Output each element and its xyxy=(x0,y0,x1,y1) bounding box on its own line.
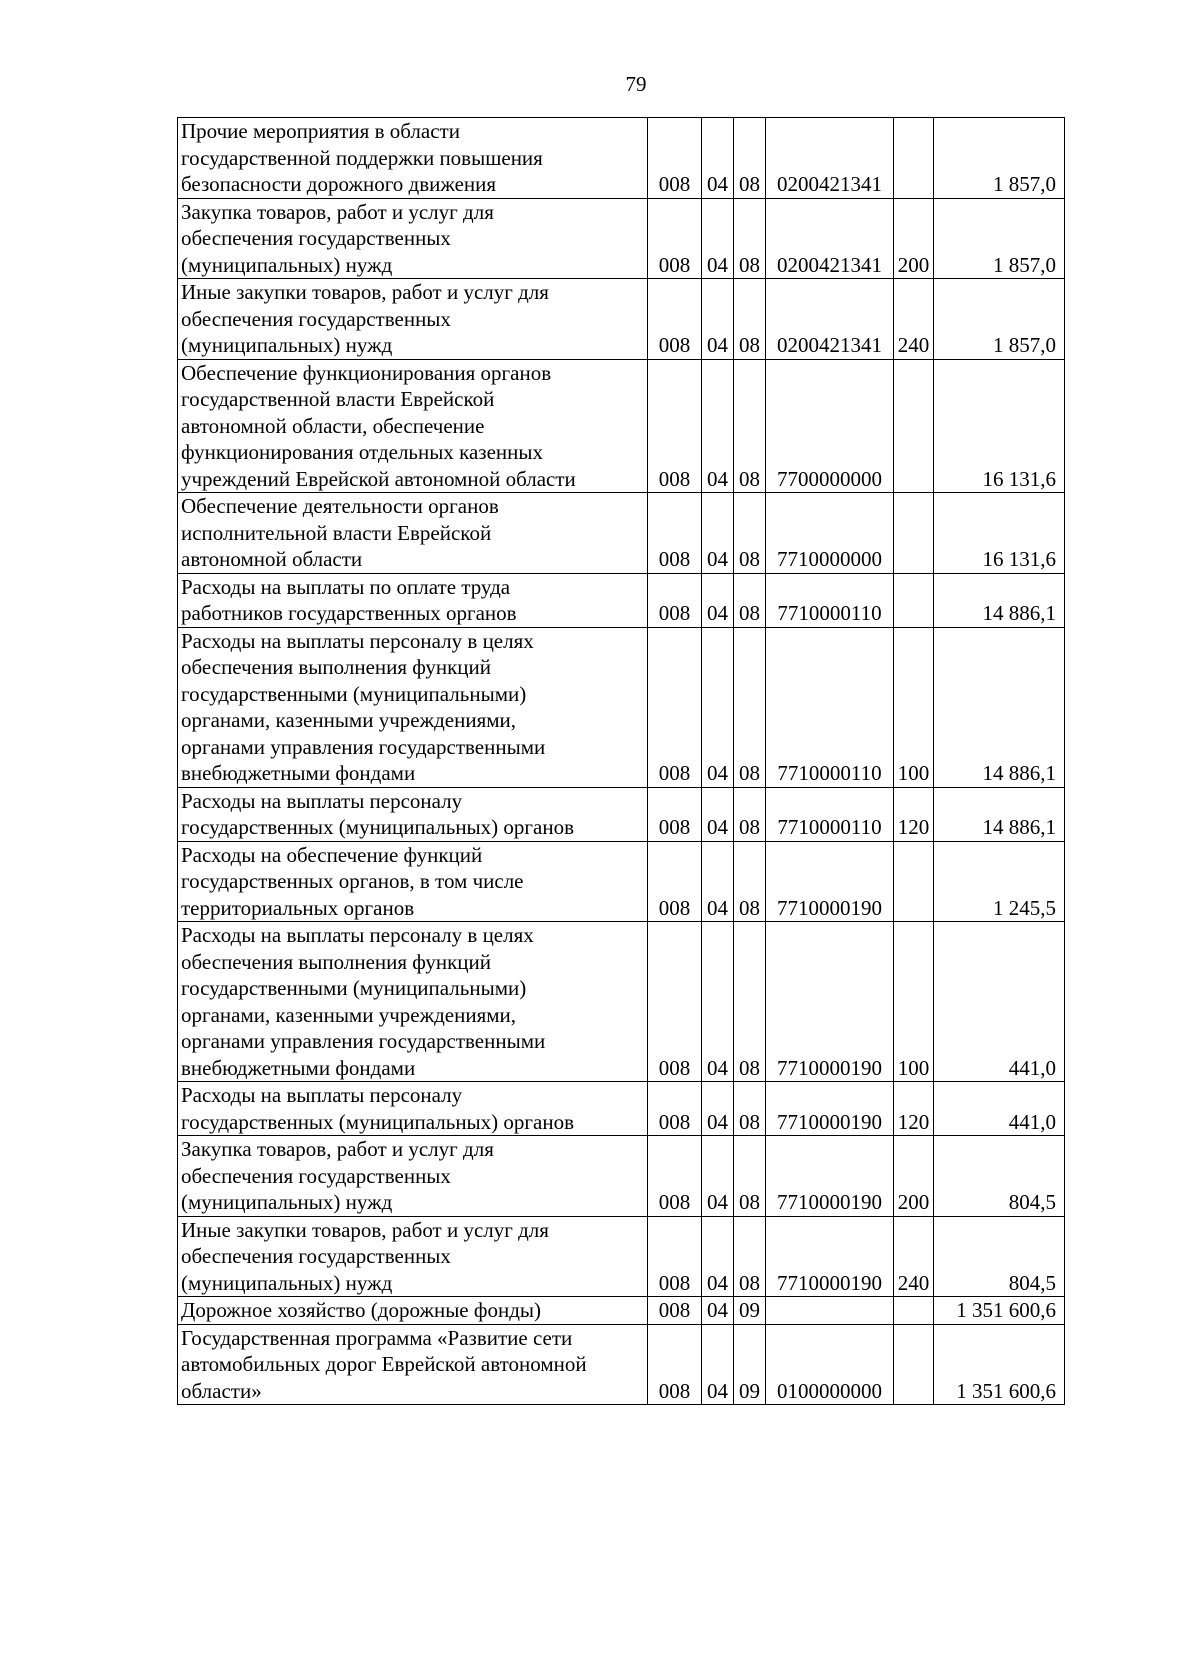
subsection-code-cell: 08 xyxy=(734,359,766,493)
amount-cell: 1 351 600,6 xyxy=(934,1324,1065,1405)
expense-type-cell xyxy=(894,841,934,922)
expense-name-cell: Закупка товаров, работ и услуг для обеспечения государственных (муниципальных) нужд xyxy=(178,1136,648,1217)
expense-name-cell: Расходы на обеспечение функций государственных органов, в том числе территориальных органов xyxy=(178,841,648,922)
budget-table xyxy=(177,117,1065,1405)
expense-type-cell: 100 xyxy=(894,922,934,1082)
table-row xyxy=(178,627,1065,787)
section-code-cell: 04 xyxy=(702,841,734,922)
section-code-cell: 04 xyxy=(702,627,734,787)
target-article-cell: 7710000190 xyxy=(766,922,894,1082)
subsection-code-cell: 09 xyxy=(734,1324,766,1405)
table-row xyxy=(178,1324,1065,1405)
target-article-cell: 7710000190 xyxy=(766,1216,894,1297)
expense-name-cell: Расходы на выплаты по оплате труда работников государственных органов xyxy=(178,573,648,627)
expense-name-cell: Обеспечение функционирования органов государственной власти Еврейской автономной области, обеспечение функционирования отдельных казенных учреждений Еврейской автономной области xyxy=(178,359,648,493)
expense-name-cell: Прочие мероприятия в области государственной поддержки повышения безопасности дорожного движения xyxy=(178,118,648,199)
target-article-cell: 7700000000 xyxy=(766,359,894,493)
department-code-cell: 008 xyxy=(648,279,702,360)
department-code-cell: 008 xyxy=(648,841,702,922)
table-row xyxy=(178,279,1065,360)
target-article-cell xyxy=(766,1297,894,1325)
subsection-code-cell: 08 xyxy=(734,1082,766,1136)
target-article-cell: 7710000190 xyxy=(766,1082,894,1136)
expense-name-cell: Расходы на выплаты персоналу государственных (муниципальных) органов xyxy=(178,1082,648,1136)
target-article-cell: 0200421341 xyxy=(766,198,894,279)
table-row xyxy=(178,198,1065,279)
expense-type-cell: 120 xyxy=(894,787,934,841)
expense-type-cell xyxy=(894,493,934,574)
department-code-cell: 008 xyxy=(648,627,702,787)
subsection-code-cell: 08 xyxy=(734,279,766,360)
section-code-cell: 04 xyxy=(702,1082,734,1136)
target-article-cell: 7710000190 xyxy=(766,1136,894,1217)
amount-cell: 804,5 xyxy=(934,1216,1065,1297)
target-article-cell: 7710000110 xyxy=(766,573,894,627)
target-article-cell: 7710000190 xyxy=(766,841,894,922)
amount-cell: 1 351 600,6 xyxy=(934,1297,1065,1325)
subsection-code-cell: 08 xyxy=(734,118,766,199)
department-code-cell: 008 xyxy=(648,118,702,199)
table-row xyxy=(178,493,1065,574)
department-code-cell: 008 xyxy=(648,787,702,841)
table-row xyxy=(178,841,1065,922)
expense-type-cell: 200 xyxy=(894,198,934,279)
amount-cell: 16 131,6 xyxy=(934,359,1065,493)
target-article-cell: 7710000000 xyxy=(766,493,894,574)
section-code-cell: 04 xyxy=(702,1297,734,1325)
expense-type-cell xyxy=(894,1297,934,1325)
amount-cell: 14 886,1 xyxy=(934,573,1065,627)
expense-name-cell: Закупка товаров, работ и услуг для обеспечения государственных (муниципальных) нужд xyxy=(178,198,648,279)
department-code-cell: 008 xyxy=(648,1136,702,1217)
subsection-code-cell: 08 xyxy=(734,1216,766,1297)
table-row xyxy=(178,1297,1065,1325)
table-row xyxy=(178,922,1065,1082)
amount-cell: 14 886,1 xyxy=(934,627,1065,787)
section-code-cell: 04 xyxy=(702,1136,734,1217)
department-code-cell: 008 xyxy=(648,1216,702,1297)
amount-cell: 14 886,1 xyxy=(934,787,1065,841)
subsection-code-cell: 08 xyxy=(734,627,766,787)
expense-type-cell: 100 xyxy=(894,627,934,787)
amount-cell: 1 245,5 xyxy=(934,841,1065,922)
target-article-cell: 0200421341 xyxy=(766,279,894,360)
subsection-code-cell: 08 xyxy=(734,573,766,627)
subsection-code-cell: 08 xyxy=(734,841,766,922)
table-row xyxy=(178,1216,1065,1297)
target-article-cell: 7710000110 xyxy=(766,787,894,841)
department-code-cell: 008 xyxy=(648,198,702,279)
subsection-code-cell: 08 xyxy=(734,198,766,279)
expense-name-cell: Расходы на выплаты персоналу в целях обеспечения выполнения функций государственными (муниципальными) органами, казенными учреждениями, органами управления государственными внебюджетными фондами xyxy=(178,922,648,1082)
expense-name-cell: Иные закупки товаров, работ и услуг для обеспечения государственных (муниципальных) нужд xyxy=(178,279,648,360)
table-row xyxy=(178,787,1065,841)
subsection-code-cell: 08 xyxy=(734,493,766,574)
subsection-code-cell: 08 xyxy=(734,922,766,1082)
section-code-cell: 04 xyxy=(702,118,734,199)
expense-type-cell: 120 xyxy=(894,1082,934,1136)
section-code-cell: 04 xyxy=(702,359,734,493)
amount-cell: 16 131,6 xyxy=(934,493,1065,574)
expense-type-cell xyxy=(894,1324,934,1405)
target-article-cell: 0200421341 xyxy=(766,118,894,199)
section-code-cell: 04 xyxy=(702,787,734,841)
table-row xyxy=(178,1082,1065,1136)
expense-name-cell: Государственная программа «Развитие сети автомобильных дорог Еврейской автономной области» xyxy=(178,1324,648,1405)
table-row xyxy=(178,118,1065,199)
subsection-code-cell: 09 xyxy=(734,1297,766,1325)
amount-cell: 1 857,0 xyxy=(934,118,1065,199)
department-code-cell: 008 xyxy=(648,922,702,1082)
expense-name-cell: Расходы на выплаты персоналу государственных (муниципальных) органов xyxy=(178,787,648,841)
section-code-cell: 04 xyxy=(702,922,734,1082)
expense-type-cell: 240 xyxy=(894,279,934,360)
section-code-cell: 04 xyxy=(702,1324,734,1405)
subsection-code-cell: 08 xyxy=(734,787,766,841)
table-body xyxy=(178,118,1065,1405)
section-code-cell: 04 xyxy=(702,198,734,279)
section-code-cell: 04 xyxy=(702,1216,734,1297)
table-row xyxy=(178,1136,1065,1217)
expense-name-cell: Расходы на выплаты персоналу в целях обеспечения выполнения функций государственными (муниципальными) органами, казенными учреждениями, органами управления государственными внебюджетными фондами xyxy=(178,627,648,787)
expense-type-cell xyxy=(894,118,934,199)
target-article-cell: 0100000000 xyxy=(766,1324,894,1405)
amount-cell: 1 857,0 xyxy=(934,279,1065,360)
department-code-cell: 008 xyxy=(648,1082,702,1136)
target-article-cell: 7710000110 xyxy=(766,627,894,787)
expense-name-cell: Обеспечение деятельности органов исполнительной власти Еврейской автономной области xyxy=(178,493,648,574)
department-code-cell: 008 xyxy=(648,1324,702,1405)
expense-type-cell: 200 xyxy=(894,1136,934,1217)
amount-cell: 441,0 xyxy=(934,922,1065,1082)
table-row xyxy=(178,359,1065,493)
table-row xyxy=(178,573,1065,627)
page-number: 79 xyxy=(625,72,647,96)
expense-name-cell: Дорожное хозяйство (дорожные фонды) xyxy=(178,1297,648,1325)
department-code-cell: 008 xyxy=(648,359,702,493)
section-code-cell: 04 xyxy=(702,573,734,627)
expense-type-cell xyxy=(894,573,934,627)
section-code-cell: 04 xyxy=(702,493,734,574)
department-code-cell: 008 xyxy=(648,493,702,574)
section-code-cell: 04 xyxy=(702,279,734,360)
expense-name-cell: Иные закупки товаров, работ и услуг для обеспечения государственных (муниципальных) нужд xyxy=(178,1216,648,1297)
amount-cell: 1 857,0 xyxy=(934,198,1065,279)
expense-type-cell xyxy=(894,359,934,493)
expense-type-cell: 240 xyxy=(894,1216,934,1297)
amount-cell: 804,5 xyxy=(934,1136,1065,1217)
subsection-code-cell: 08 xyxy=(734,1136,766,1217)
department-code-cell: 008 xyxy=(648,573,702,627)
department-code-cell: 008 xyxy=(648,1297,702,1325)
amount-cell: 441,0 xyxy=(934,1082,1065,1136)
